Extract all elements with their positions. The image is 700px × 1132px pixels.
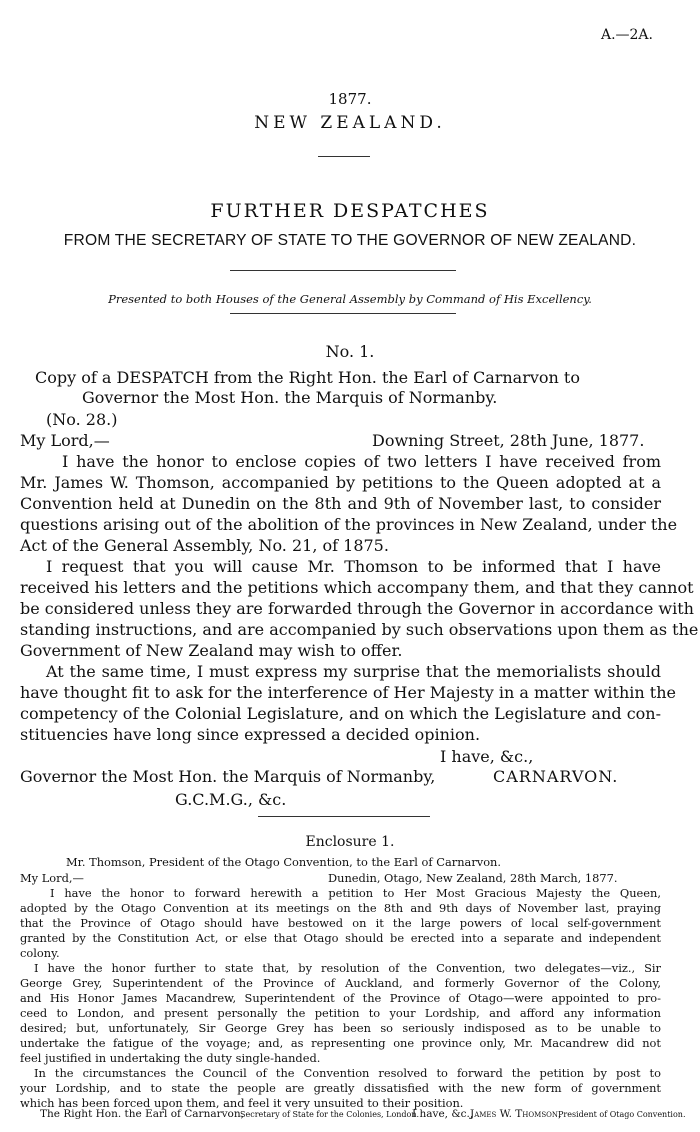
enclosure-divider [258,816,430,817]
enclosure-line: colony. [20,946,60,960]
despatch-ref-no: (No. 28.) [46,410,118,429]
enclosure-line: that the Province of Otago should have bestowed on it the large powers of local self-government [20,916,661,930]
enclosure-line: and His Honor James Macandrew, Superintendent of the Province of Otago—were appointed to pro- [20,991,661,1005]
country-heading: NEW ZEALAND. [254,113,446,133]
despatch-place-date: Downing Street, 28th June, 1877. [372,431,645,450]
enclosure-title: Enclosure 1. [305,834,395,850]
year: 1877. [328,90,372,108]
despatch-line: At the same time, I must express my surprise that the memorialists should [46,662,661,681]
enclosure-line: which has been forced upon them, and feel it very unsuited to their position. [20,1096,464,1110]
enclosure-closing: I have, &c., [412,1108,474,1120]
despatch-line: standing instructions, and are accompanied by such observations upon them as the [20,620,699,639]
enclosure-line: I have the honor further to state that, by resolution of the Convention, two delegates—viz., Sir [34,961,661,975]
despatch-line: received his letters and the petitions which accompany them, and that they cannot [20,578,694,597]
despatch-signature: CARNARVON. [493,767,619,786]
document-subtitle: FROM THE SECRETARY OF STATE TO THE GOVERNOR OF NEW ZEALAND. [63,232,637,249]
document-title: FURTHER DESPATCHES [210,200,490,222]
despatch-line: Mr. James W. Thomson, accompanied by petitions to the Queen adopted at a [20,473,661,492]
enclosure-signature-name: James W. Thomson, [470,1108,562,1120]
despatch-closing: I have, &c., [440,747,534,766]
enclosure-addressee-line1: The Right Hon. the Earl of Carnarvon, [40,1108,244,1120]
short-divider [318,156,370,157]
presented-divider [230,313,456,314]
despatch-addressee-line1: Governor the Most Hon. the Marquis of Normanby, [20,767,436,786]
despatch-addressee-line2: G.C.M.G., &c. [175,790,287,809]
enclosure-line: George Grey, Superintendent of the Province of Auckland, and formerly Governor of the Colony, [20,976,661,990]
despatch-heading-line1: Copy of a DESPATCH from the Right Hon. the Earl of Carnarvon to [35,368,580,387]
enclosure-line: granted by the Constitution Act, or else that Otago should be erected into a separate and independent [20,931,661,945]
despatch-line: competency of the Colonial Legislature, and on which the Legislature and con- [20,704,661,723]
despatch-line: I request that you will cause Mr. Thomson to be informed that I have [46,557,661,576]
title-divider [230,270,456,271]
despatch-number: No. 1. [325,342,375,361]
enclosure-place-date: Dunedin, Otago, New Zealand, 28th March, 1877. [328,871,618,885]
despatch-line: Convention held at Dunedin on the 8th and 9th of November last, to consider [20,494,661,513]
enclosure-from-line: Mr. Thomson, President of the Otago Convention, to the Earl of Carnarvon. [66,855,502,869]
despatch-heading-line2: Governor the Most Hon. the Marquis of Normanby. [82,388,498,407]
enclosure-signature-title: President of Otago Convention. [558,1110,686,1119]
enclosure-line: In the circumstances the Council of the Convention resolved to forward the petition by post to [34,1066,661,1080]
despatch-line: have thought fit to ask for the interference of Her Majesty in a matter within the [20,683,676,702]
enclosure-addressee-line2: Secretary of State for the Colonies, London. [240,1110,420,1119]
enclosure-line: undertake the fatigue of the voyage; and, as representing one province only, Mr. Macandrew did not [20,1036,661,1050]
enclosure-line: adopted by the Otago Convention at its meetings on the 8th and 9th days of November last, praying [20,901,661,915]
enclosure-line: ceed to London, and present personally the petition to your Lordship, and afford any information [20,1006,661,1020]
presented-notice: Presented to both Houses of the General Assembly by Command of His Excellency. [108,292,592,306]
despatch-line: Act of the General Assembly, No. 21, of 1875. [20,536,389,555]
despatch-line: questions arising out of the abolition of the provinces in New Zealand, under the [20,515,678,534]
despatch-salutation: My Lord,— [20,431,110,450]
enclosure-line: feel justified in undertaking the duty single-handed. [20,1051,321,1065]
despatch-line: be considered unless they are forwarded through the Governor in accordance with [20,599,694,618]
enclosure-line: I have the honor to forward herewith a petition to Her Most Gracious Majesty the Queen, [50,886,661,900]
despatch-line: stituencies have long since expressed a decided opinion. [20,725,481,744]
despatch-line: Government of New Zealand may wish to offer. [20,641,403,660]
enclosure-line: desired; but, unfortunately, Sir George Grey has been so seriously indisposed as to be unable to [20,1021,661,1035]
document-reference: A.—2A. [600,27,653,43]
enclosure-salutation: My Lord,— [20,871,84,885]
despatch-line: I have the honor to enclose copies of two letters I have received from [62,452,661,471]
enclosure-line: your Lordship, and to state the people are greatly dissatisfied with the new form of government [20,1081,661,1095]
